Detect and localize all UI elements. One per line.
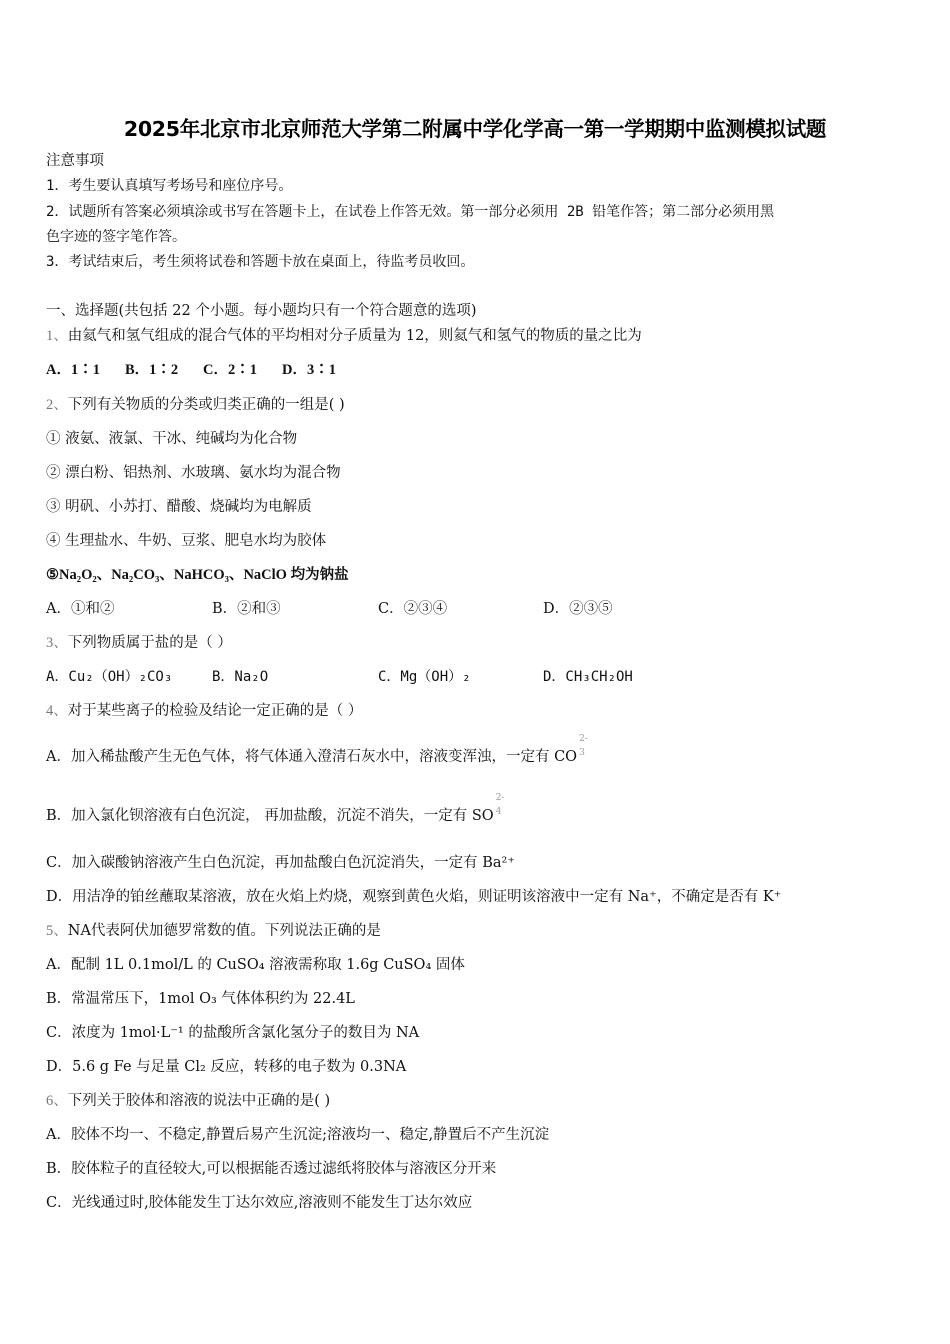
question-stem: 下列物质属于盐的是（ ） (67, 635, 232, 651)
ion-charge: 2- 4 (495, 793, 505, 817)
q2-statement-3: ③ 明矾、小苏打、醋酸、烧碱均为电解质 (46, 499, 312, 515)
q5-option-c[interactable]: C．浓度为 1mol·L⁻¹ 的盐酸所含氯化氢分子的数目为 NA (46, 1025, 420, 1041)
q1-option-c[interactable]: C．2∶1 (203, 362, 257, 378)
question-2 (46, 396, 345, 414)
question-number: 6、 (46, 1093, 68, 1109)
option-text: A．加入稀盐酸产生无色气体，将气体通入澄清石灰水中，溶液变浑浊，一定有 CO (46, 749, 578, 765)
q5-option-d[interactable]: D．5.6 g Fe 与足量 Cl₂ 反应，转移的电子数为 0.3NA (46, 1059, 407, 1075)
page-title: 2025年北京市北京师范大学第二附属中学化学高一第一学期期中监测模拟试题 (123, 117, 827, 141)
q3-option-d[interactable]: D．CH₃CH₂OH (543, 669, 633, 685)
q6-option-b[interactable]: B．胶体粒子的直径较大,可以根据能否透过滤纸将胶体与溶液区分开来 (46, 1161, 497, 1177)
question-number: 3、 (46, 635, 68, 651)
question-stem: 对于某些离子的检验及结论一定正确的是（ ） (67, 703, 363, 719)
question-6 (46, 1092, 330, 1110)
q2-statement-2: ② 漂白粉、铝热剂、水玻璃、氨水均为混合物 (46, 465, 341, 481)
notice-item-2-cont: 色字迹的签字笔作答。 (46, 229, 186, 245)
q3-option-a[interactable]: A．Cu₂（OH）₂CO₃ (46, 669, 173, 685)
q2-option-a[interactable]: A．①和② (46, 601, 115, 617)
question-stem: 下列关于胶体和溶液的说法中正确的是( ) (67, 1093, 331, 1109)
q2-option-c[interactable]: C．②③④ (378, 601, 448, 617)
q3-option-c[interactable]: C．Mg（OH）₂ (378, 669, 471, 685)
option-text: B．加入氯化钡溶液有白色沉淀， 再加盐酸，沉淀不消失，一定有 SO (46, 808, 494, 824)
q2-statement-4: ④ 生理盐水、牛奶、豆浆、肥皂水均为胶体 (46, 533, 327, 549)
notice-item-1: 1．考生要认真填写考场号和座位序号。 (46, 178, 293, 194)
q1-option-d[interactable]: D．3∶1 (282, 362, 336, 378)
question-number: 5、 (46, 923, 68, 939)
q4-option-a[interactable] (46, 734, 588, 766)
q5-option-b[interactable]: B．常温常压下，1mol O₃ 气体体积约为 22.4L (46, 991, 355, 1007)
question-4 (46, 702, 362, 720)
q2-statement-5: ⑤Na₂O₂、Na₂CO₃、NaHCO₃、NaClO 均为钠盐 (46, 567, 349, 583)
q1-option-a[interactable]: A．1∶1 (46, 362, 100, 378)
q2-statement-1: ① 液氨、液氯、干冰、纯碱均为化合物 (46, 431, 298, 447)
q2-option-b[interactable]: B．②和③ (212, 601, 281, 617)
section-heading: 一、选择题(共包括 22 个小题。每小题均只有一个符合题意的选项) (46, 303, 477, 319)
question-number: 4、 (46, 703, 68, 719)
notice-item-2: 2．试题所有答案必须填涂或书写在答题卡上，在试卷上作答无效。第一部分必须用 2B 铅笔作答；第二部分必须用黑 (46, 204, 775, 220)
q6-option-a[interactable]: A．胶体不均一、不稳定,静置后易产生沉淀;溶液均一、稳定,静置后不产生沉淀 (46, 1127, 550, 1143)
q5-option-a[interactable]: A．配制 1L 0.1mol/L 的 CuSO₄ 溶液需称取 1.6g CuSO₄ 固体 (46, 957, 465, 973)
question-stem: NA代表阿伏加德罗常数的值。下列说法正确的是 (67, 923, 381, 939)
q4-option-d[interactable]: D．用洁净的铂丝蘸取某溶液，放在火焰上灼烧，观察到黄色火焰，则证明该溶液中一定有 Na⁺，不确定是否有 K⁺ (46, 889, 782, 905)
question-5 (46, 922, 381, 940)
q4-option-b[interactable] (46, 793, 505, 825)
question-1 (46, 327, 642, 345)
question-stem: 由氦气和氢气组成的混合气体的平均相对分子质量为 12，则氦气和氢气的物质的量之比为 (67, 328, 642, 344)
q1-option-b[interactable]: B．1∶2 (125, 362, 179, 378)
q4-option-c[interactable]: C．加入碳酸钠溶液产生白色沉淀，再加盐酸白色沉淀消失，一定有 Ba²⁺ (46, 855, 515, 871)
ion-charge: 2- 3 (579, 734, 588, 758)
question-number: 2、 (46, 397, 68, 413)
question-number: 1、 (46, 328, 68, 344)
q3-option-b[interactable]: B．Na₂O (212, 669, 269, 685)
q6-option-c[interactable]: C．光线通过时,胶体能发生丁达尔效应,溶液则不能发生丁达尔效应 (46, 1195, 473, 1211)
q2-option-d[interactable]: D．②③⑤ (543, 601, 613, 617)
notice-heading: 注意事项 (46, 153, 104, 169)
question-3 (46, 634, 232, 652)
question-stem: 下列有关物质的分类或归类正确的一组是( ) (67, 397, 345, 413)
notice-item-3: 3．考试结束后，考生须将试卷和答题卡放在桌面上，待监考员收回。 (46, 254, 475, 270)
